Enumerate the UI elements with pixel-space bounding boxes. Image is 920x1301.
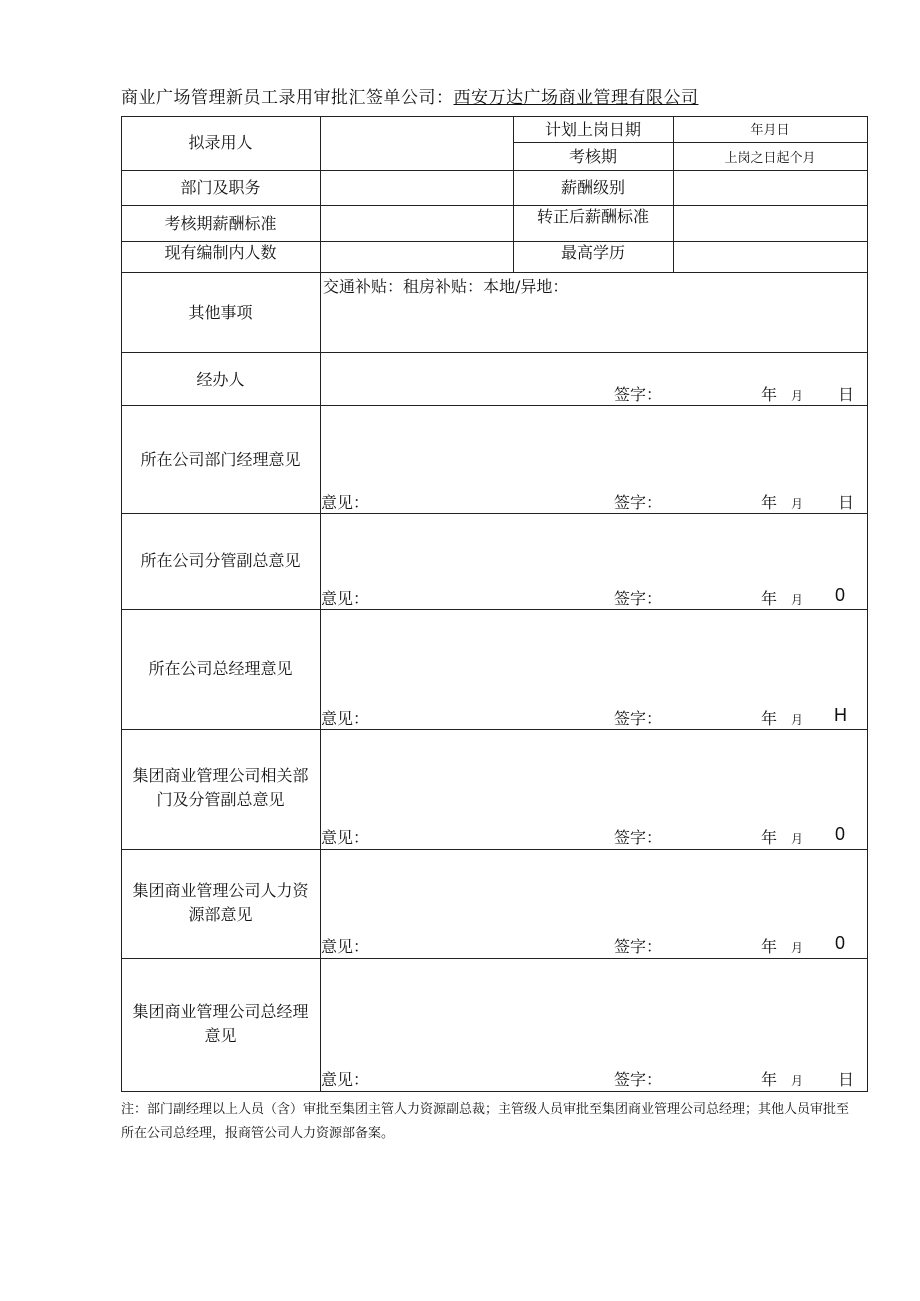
year-label: 年: [761, 709, 778, 728]
company-name: 西安万达广场商业管理有限公司: [453, 88, 699, 108]
month-label: 月: [791, 593, 804, 607]
day-label: 日: [838, 493, 855, 512]
month-label: 月: [791, 1074, 804, 1088]
section-label: 集团商业管理公司总经理意见: [132, 1002, 309, 1045]
section-label: 经办人: [196, 370, 245, 389]
regular-salary-label: 转正后薪酬标准: [536, 207, 649, 226]
salary-grade-label: 薪酬级别: [560, 178, 625, 197]
other-label: 其他事项: [188, 303, 253, 322]
sign-label: 签字：: [614, 937, 663, 956]
planned-date-label: 计划上岗日期: [544, 120, 641, 139]
year-label: 年: [761, 493, 778, 512]
day-label: 日: [838, 1070, 855, 1089]
grid-line: [121, 609, 868, 610]
opinion-label: 意见：: [321, 937, 370, 956]
year-label: 年: [761, 385, 778, 404]
form-title: [121, 83, 699, 108]
section-label: 所在公司分管副总意见: [140, 551, 301, 570]
title-prefix: 商业广场管理新员工录用审批汇签单公司：: [121, 88, 454, 108]
day-label: 0: [835, 585, 846, 605]
probation-value: 上岗之日起个月: [724, 151, 816, 166]
opinion-label: 意见：: [321, 589, 370, 608]
grid-line: [867, 116, 868, 1092]
section-label: 所在公司总经理意见: [148, 659, 293, 678]
grid-line: [121, 405, 868, 406]
day-label: H: [834, 705, 847, 725]
grid-line: [121, 513, 868, 514]
grid-line: [121, 958, 868, 959]
headcount-label: 现有编制内人数: [164, 243, 277, 262]
footnote: 注：部门副经理以上人员（含）审批至集团主管人力资源副总裁；主管级人员审批至集团商业管理公司总经理；其他人员审批至所在公司总经理，报商管公司人力资源部备案。: [121, 1102, 850, 1141]
sign-label: 签字：: [614, 709, 663, 728]
month-label: 月: [791, 713, 804, 727]
sign-label: 签字：: [614, 828, 663, 847]
sign-label: 签字：: [614, 385, 663, 404]
section-label: 集团商业管理公司人力资源部意见: [132, 881, 309, 924]
probation-salary-label: 考核期薪酬标准: [164, 214, 277, 233]
month-label: 月: [791, 497, 804, 511]
year-label: 年: [761, 589, 778, 608]
approval-form: [121, 116, 868, 1092]
probation-label: 考核期: [568, 147, 617, 166]
section-label: 集团商业管理公司相关部门及分管副总意见: [132, 766, 309, 809]
education-label: 最高学历: [560, 243, 625, 262]
candidate-label: 拟录用人: [188, 133, 253, 152]
month-label: 月: [791, 832, 804, 846]
year-label: 年: [761, 1070, 778, 1089]
sign-label: 签字：: [614, 493, 663, 512]
day-label: 0: [835, 824, 846, 844]
grid-line: [121, 272, 868, 273]
grid-line: [121, 116, 868, 117]
grid-line: [121, 1091, 868, 1092]
sign-label: 签字：: [614, 589, 663, 608]
grid-line: [121, 352, 868, 353]
dept-position-label: 部门及职务: [180, 178, 261, 197]
opinion-label: 意见：: [321, 709, 370, 728]
sign-label: 签字：: [614, 1070, 663, 1089]
day-label: 日: [838, 385, 855, 404]
opinion-label: 意见：: [321, 828, 370, 847]
year-label: 年: [761, 828, 778, 847]
grid-line: [121, 729, 868, 730]
month-label: 月: [791, 389, 804, 403]
opinion-label: 意见：: [321, 493, 370, 512]
month-label: 月: [791, 941, 804, 955]
grid-line: [121, 205, 868, 206]
grid-line: [121, 849, 868, 850]
year-label: 年: [761, 937, 778, 956]
day-label: 0: [835, 933, 846, 953]
planned-date-value: 年月日: [750, 123, 790, 138]
section-label: 所在公司部门经理意见: [140, 450, 301, 469]
other-value: 交通补贴：租房补贴：本地/异地：: [323, 277, 569, 296]
opinion-label: 意见：: [321, 1070, 370, 1089]
